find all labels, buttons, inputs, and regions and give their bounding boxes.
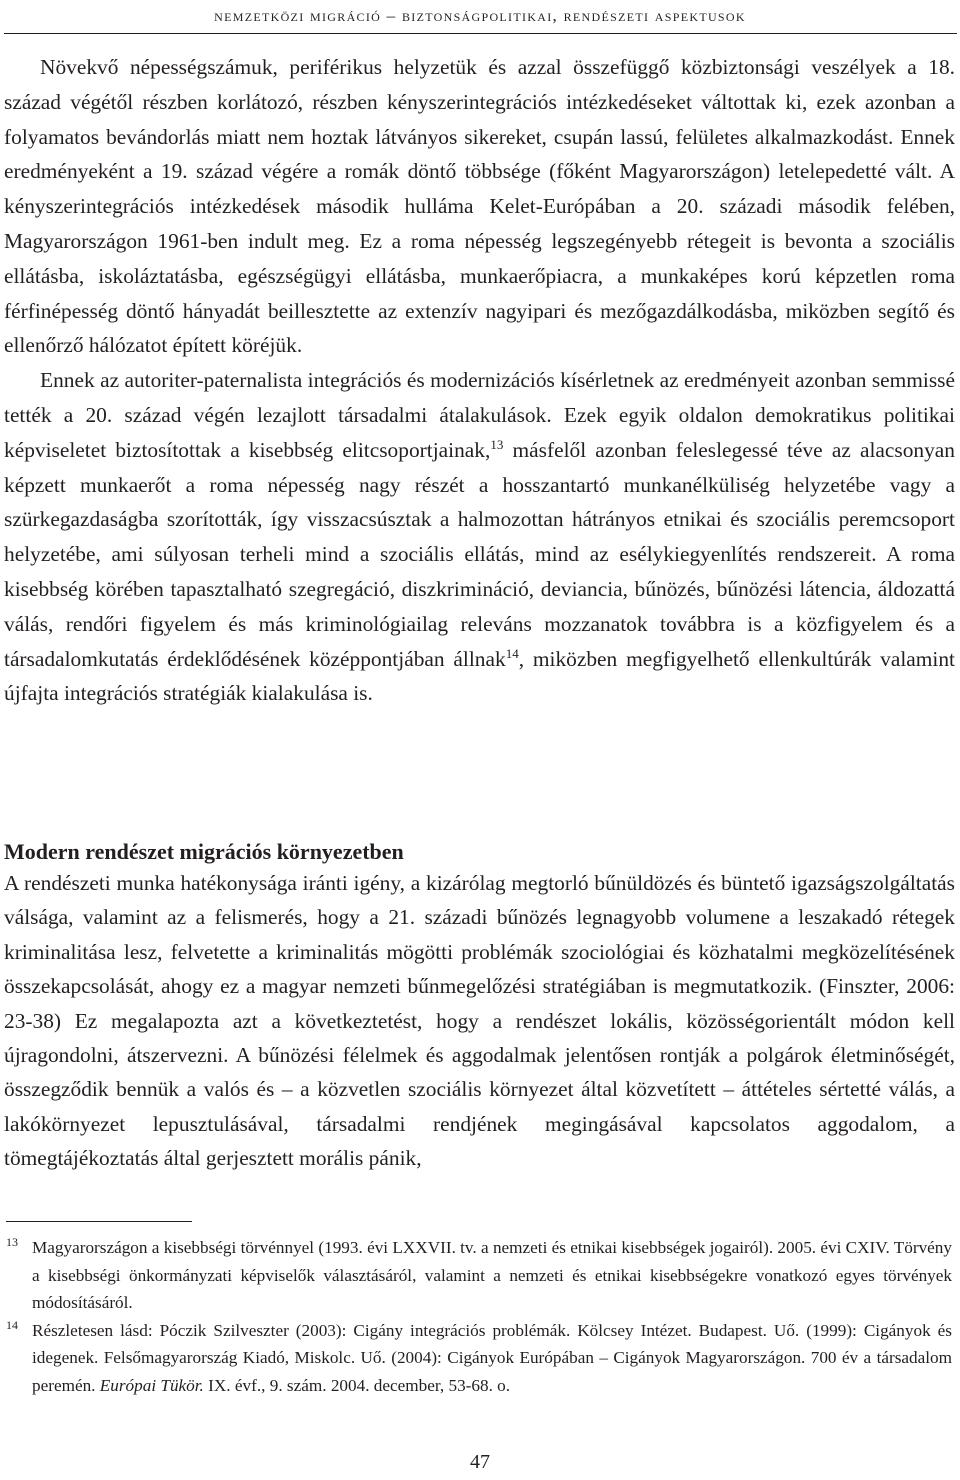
body-text-segment: másfelől azonban feleslegessé téve az alacsonyan képzett munkaerőt a roma népesség nagy részét a hosszantartó munkanélküliség helyzetébe vagy a szürkegazdaságba szorították, így visszacsúsztak a halmozottan hátrányos etnikai és szociális peremcsoport helyzetébe, ami súlyosan terheli mind a szociális ellátás, mind az esélykiegyenlítés rendszereit. A roma kisebbség körében tapasztalható szegregáció, diszkrimináció, deviancia, bűnözés, bűnözési látencia, áldozattá válás, rendőri figyelem és más kriminológiailag releváns mozzanatok továbbra is a közfigyelem és a társadalomkutatás érdeklődésének középpontjában állnak	[4, 437, 955, 671]
footnote-text: Magyarországon a kisebbségi törvénnyel (1993. évi LXXVII. tv. a nemzeti és etnikai kisebbségek jogairól). 2005. évi CXIV. Törvény a kisebbségi önkormányzati képviselők választásáról, valamint a nemzeti és etnikai kisebbségekre vonatkozó egyes törvények módosításáról.	[32, 1238, 952, 1313]
footnote-text: Részletesen lásd: Póczik Szilveszter (2003): Cigány integrációs problémák. Kölcsey Intézet. Budapest. Uő. (1999): Cigányok és idegenek. Felsőmagyarország Kiadó, Miskolc. Uő. (2004): Cigányok Európában – Cigányok Magyarországon. 700 év a társadalom peremén.	[32, 1320, 952, 1395]
footnote-rule	[6, 1221, 192, 1222]
footnote-number: 14	[6, 1317, 18, 1332]
section-paragraph: A rendészeti munka hatékonysága iránti igény, a kizárólag megtorló bűnüldözés és büntető igazságszolgáltatás válsága, valamint az a felismerés, hogy a 21. századi bűnözés legnagyobb volumene a leszakadó rétegek kriminalitása lesz, felvetette a kriminalitás mögötti problémák szociológiai és közhatalmi megközelítésének összekapcsolását, ahogy ez a magyar nemzeti bűnmegelőzési stratégiában is megmutatkozik. (Finszter, 2006: 23-38) Ez megalapozta azt a következtetést, hogy a rendészet lokális, közösségorientált módon kell újragondolni, átszervezni. A bűnözési félelmek és aggodalmak jelentősen rontják a polgárok életminőségét, összegződik bennük a valós és – a közvetlen szociális környezet által közvetített – áttételes sértetté válás, a lakókörnyezet lepusztulásával, társadalmi rendjének megingásával kapcsolatos aggodalom, a tömegtájékoztatás által gerjesztett morális pánik,	[4, 871, 955, 1171]
header-rule	[4, 33, 957, 34]
footnotes	[6, 1234, 952, 1400]
footnote-number: 13	[6, 1235, 18, 1249]
body-paragraph	[4, 363, 955, 711]
running-header: nemzetközi migráció – biztonságpolitikai, rendészeti aspektusok	[214, 6, 746, 25]
body-paragraph: Növekvő népességszámuk, periférikus helyzetük és azzal összefüggő közbiztonsági veszélyek a 18. század végétől részben korlátozó, részben kényszerintegrációs intézkedéseket váltottak ki, ezek azonban a folyamatos bevándorlás miatt nem hoztak látványos sikereket, csupán lassú, felületes alkalmazkodást. Ennek eredményeként a 19. század végére a romák döntő többsége (főként Magyarországon) letelepedetté vált. A kényszerintegrációs intézkedések második hulláma Kelet-Európában a 20. századi második felében, Magyarországon 1961-ben indult meg. Ez a roma népesség legszegényebb rétegeit is bevonta a szociális ellátásba, iskoláztatásba, egészségügyi ellátásba, munkaerőpiacra, a munkaképes korú képzetlen roma férfinépesség döntő hányadát beillesztette az extenzív nagyipari és mezőgazdálkodásba, miközben segítő és ellenőrző hálózatot épített köréjük.	[4, 55, 955, 358]
section-heading: Modern rendészet migrációs környezetben	[4, 839, 404, 864]
section-body	[4, 866, 955, 1176]
page-number: 47	[470, 1451, 490, 1473]
body-text	[4, 50, 955, 711]
footnote-italic-title: Európai Tükör.	[99, 1375, 204, 1395]
footnote-text: IX. évf., 9. szám. 2004. december, 53-68. o.	[203, 1375, 511, 1395]
footnote-item	[6, 1234, 952, 1317]
body-text-segment: , miközben megfigyelhető ellenkultúrák valamint újfajta integrációs stratégiák kialakulása is.	[4, 646, 956, 706]
footnote-ref[interactable]: 14	[505, 645, 519, 661]
body-text-segment: Ennek az autoriter-paternalista integrációs és modernizációs kísérletnek az eredményeit azonban semmissé tették a 20. század végén lezajlott társadalmi átalakulások. Ezek egyik oldalon demokratikus politikai képviseletet biztosítottak a kisebbség elitcsoportjainak,	[4, 368, 955, 462]
footnote-item	[6, 1317, 952, 1400]
footnote-ref[interactable]: 13	[490, 436, 504, 452]
